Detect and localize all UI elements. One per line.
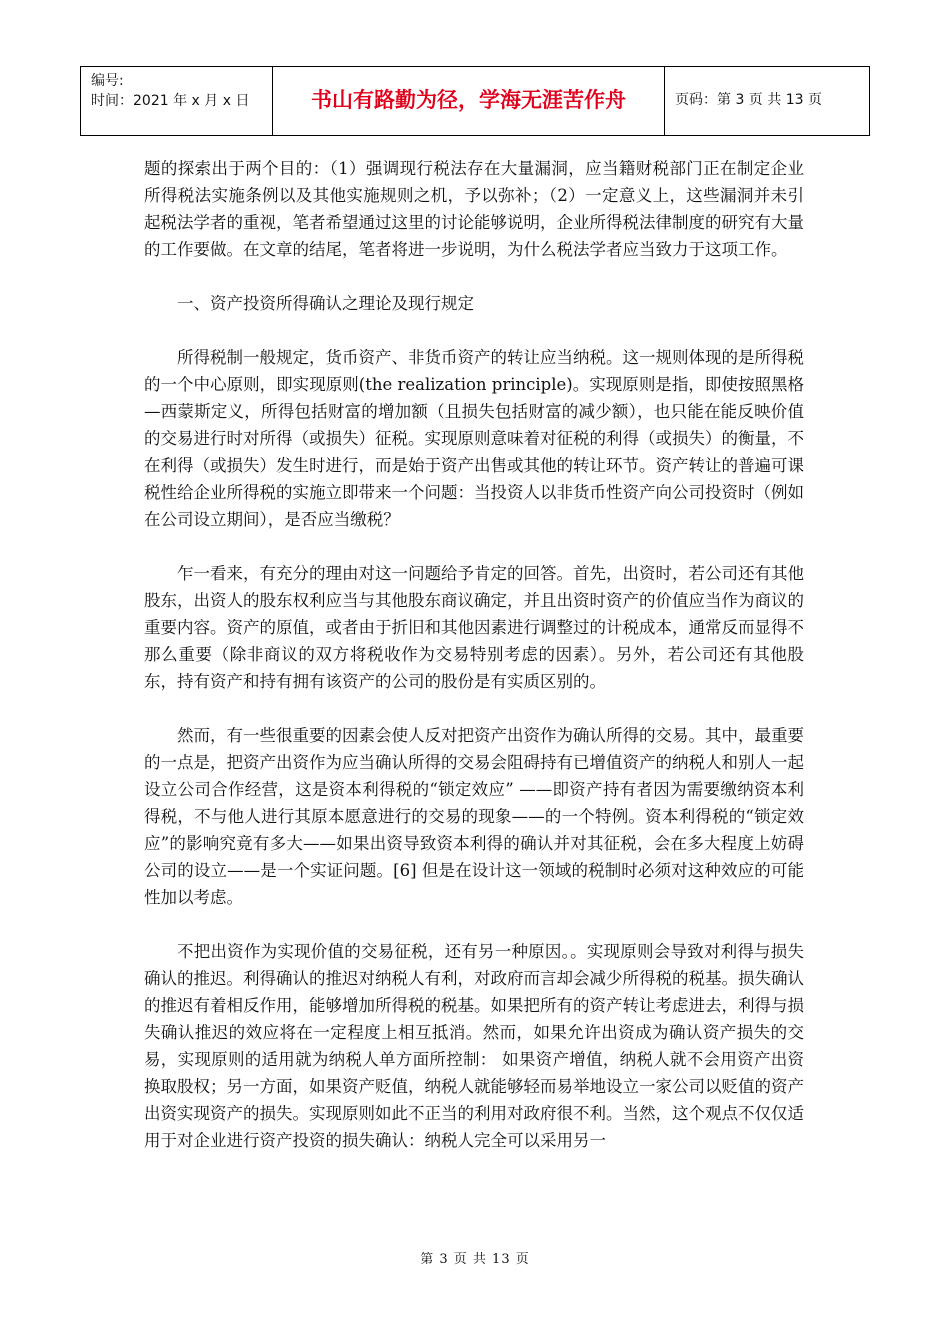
paragraph: 所得税制一般规定，货币资产、非货币资产的转让应当纳税。这一规则体现的是所得税的一个中心原则，即实现原则(the realization principle)。实现原则是指，即使按照黑格—西蒙斯定义，所得包括财富的增加额（且损失包括财富的减少额），也只能在能反映价值的交易进行时对所得（或损失）征税。实现原则意味着对征税的利得（或损失）的衡量，不在利得（或损失）发生时进行，而是始于资产出售或其他的转让环节。资产转让的普遍可课税性给企业所得税的实施立即带来一个问题：当投资人以非货币性资产向公司投资时（例如在公司设立期间），是否应当缴税？ xyxy=(144,348,804,529)
header-meta xyxy=(81,67,273,135)
date-label: 时间：2021 年 x 月 x 日 xyxy=(91,93,250,109)
document-body xyxy=(144,155,804,1181)
header-motto: 书山有路勤为径，学海无涯苦作舟 xyxy=(273,67,665,135)
paragraph: 然而，有一些很重要的因素会使人反对把资产出资作为确认所得的交易。其中，最重要的一点是，把资产出资作为应当确认所得的交易会阻碍持有已增值资产的纳税人和别人一起设立公司合作经营，这是资本利得税的“锁定效应” ——即资产持有者因为需要缴纳资本利得税，不与他人进行其原本愿意进行的交易的现象——的一个特例。资本利得税的“锁定效应”的影响究竟有多大——如果出资导致资本利得的确认并对其征税，会在多大程度上妨碍公司的设立——是一个实证问题。[6] 但是在设计这一领域的税制时必须对这种效应的可能性加以考虑。 xyxy=(144,726,804,907)
number-label: 编号: xyxy=(91,73,124,89)
paragraph: 不把出资作为实现价值的交易征税，还有另一种原因。。实现原则会导致对利得与损失确认的推迟。利得确认的推迟对纳税人有利，对政府而言却会减少所得税的税基。损失确认的推迟有着相反作用，能够增加所得税的税基。如果把所有的资产转让考虑进去，利得与损失确认推迟的效应将在一定程度上相互抵消。然而，如果允许出资成为确认资产损失的交易，实现原则的适用就为纳税人单方面所控制： 如果资产增值，纳税人就不会用资产出资换取股权；另一方面，如果资产贬值，纳税人就能够轻而易举地设立一家公司以贬值的资产出资实现资产的损失。实现原则如此不正当的利用对政府很不利。当然，这个观点不仅仅适用于对企业进行资产投资的损失确认：纳税人完全可以采用另一 xyxy=(144,942,804,1150)
section-heading: 一、资产投资所得确认之理论及现行规定 xyxy=(177,294,474,313)
page-footer: 第 3 页 共 13 页 xyxy=(420,1252,530,1267)
paragraph-continuation: 题的探索出于两个目的：（1）强调现行税法存在大量漏洞，应当籍财税部门正在制定企业所得税法实施条例以及其他实施规则之机，予以弥补；（2）一定意义上，这些漏洞并未引起税法学者的重视，笔者希望通过这里的讨论能够说明，企业所得税法律制度的研究有大量的工作要做。在文章的结尾，笔者将进一步说明，为什么税法学者应当致力于这项工作。 xyxy=(144,159,804,259)
header-page-info: 页码：第 3 页 共 13 页 xyxy=(675,92,822,108)
paragraph: 乍一看来，有充分的理由对这一问题给予肯定的回答。首先，出资时，若公司还有其他股东，出资人的股东权利应当与其他股东商议确定，并且出资时资产的价值应当作为商议的重要内容。资产的原值，或者由于折旧和其他因素进行调整过的计税成本，通常反而显得不那么重要（除非商议的双方将税收作为交易特别考虑的因素）。另外，若公司还有其他股东，持有资产和持有拥有该资产的公司的股份是有实质区别的。 xyxy=(144,564,804,691)
page-header xyxy=(80,66,870,136)
